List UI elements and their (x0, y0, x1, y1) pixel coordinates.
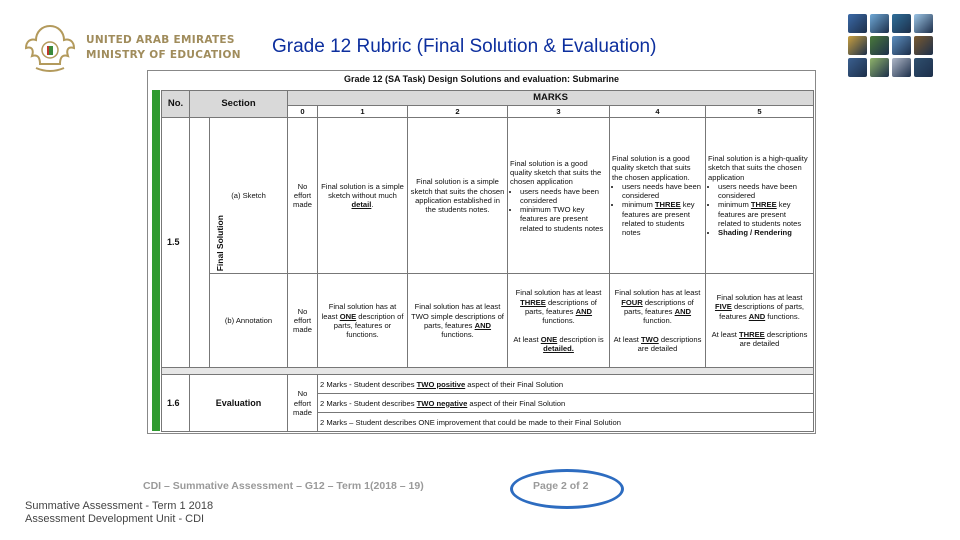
footer-page-number: Page 2 of 2 (533, 480, 589, 492)
side-label-cell (190, 118, 225, 368)
org-line-2: MINISTRY OF EDUCATION (86, 49, 241, 61)
marks-header: MARKS (288, 91, 814, 106)
evaluation-mark-0: No effort made (288, 375, 318, 432)
annotation-mark-0: No effort made (288, 274, 318, 368)
mark-0: 0 (288, 106, 318, 118)
thumbnail-image (870, 58, 889, 77)
footer-doc-reference: CDI – Summative Assessment – G12 – Term 1(2018 – 19) (143, 480, 424, 492)
rubric-title: Grade 12 (SA Task) Design Solutions and evaluation: Submarine (343, 74, 620, 84)
mark-3: 3 (508, 106, 610, 118)
ministry-name (86, 33, 241, 63)
section-annotation: (b) Annotation (210, 274, 288, 368)
thumbnail-image (848, 36, 867, 55)
annotation-mark-1: Final solution has at least ONE description of parts, features or functions. (318, 274, 408, 368)
annotation-mark-5: Final solution has at least FIVE descriptions of parts, features AND functions. At least THREE descriptions are detailed (706, 274, 814, 368)
criterion-number-1-6: 1.6 (162, 375, 190, 432)
thumbnail-image (892, 14, 911, 33)
page-title: Grade 12 Rubric (Final Solution & Evaluation) (272, 36, 657, 57)
thumbnail-image (892, 58, 911, 77)
col-no-header: No. (162, 91, 190, 118)
green-margin-bar (152, 90, 160, 431)
rubric-table (161, 90, 814, 432)
highlight-oval (510, 469, 624, 509)
thumbnail-grid (848, 14, 932, 77)
annotation-mark-3: Final solution has at least THREE descriptions of parts, features AND functions. At least ONE description is detailed. (508, 274, 610, 368)
thumbnail-image (848, 58, 867, 77)
annotation-mark-4: Final solution has at least FOUR descriptions of parts, features AND function. At least TWO descriptions are detailed (610, 274, 706, 368)
section-sketch: (a) Sketch (210, 118, 288, 274)
thumbnail-image (870, 14, 889, 33)
org-line-1: UNITED ARAB EMIRATES (86, 34, 235, 46)
mark-4: 4 (610, 106, 706, 118)
sketch-mark-4: Final solution is a good quality sketch that suits the chosen application. • users needs have been considered • minimum THREE key features are present related to students notes (610, 118, 706, 274)
thumbnail-image (848, 14, 867, 33)
col-section-header: Section (190, 91, 288, 118)
mark-5: 5 (706, 106, 814, 118)
criterion-number-1-5: 1.5 (162, 118, 190, 368)
sketch-mark-1: Final solution is a simple sketch without much detail. (318, 118, 408, 274)
header-row-1 (162, 91, 814, 106)
thumbnail-image (892, 36, 911, 55)
final-solution-side-label: Final Solution (214, 214, 225, 271)
annotation-mark-2: Final solution has at least TWO simple descriptions of parts, features AND functions. (408, 274, 508, 368)
thumbnail-image (914, 14, 933, 33)
sketch-mark-3: Final solution is a good quality sketch that suits the chosen application • users needs have been considered • minimum TWO key features are present related to students notes (508, 118, 610, 274)
mark-1: 1 (318, 106, 408, 118)
sketch-mark-5: Final solution is a high-quality sketch that suits the chosen application • users needs have been considered • minimum THREE key features are present related to students notes • Shading / Rendering (706, 118, 814, 274)
separator-row (162, 368, 814, 375)
rubric-document (147, 70, 816, 434)
row-annotation (162, 274, 814, 368)
thumbnail-image (870, 36, 889, 55)
sketch-mark-0: No effort made (288, 118, 318, 274)
section-evaluation: Evaluation (190, 375, 288, 432)
sketch-mark-2: Final solution is a simple sketch that suits the chosen application established in the students notes. (408, 118, 508, 274)
row-sketch (162, 118, 814, 274)
bottom-note-line-1: Summative Assessment - Term 1 2018 (25, 500, 214, 512)
evaluation-line-1: 2 Marks - Student describes TWO positive aspect of their Final Solution (318, 375, 814, 394)
row-evaluation-1 (162, 375, 814, 394)
bottom-note-line-2: Assessment Development Unit - CDI (25, 513, 205, 525)
evaluation-line-3: 2 Marks – Student describes ONE improvement that could be made to their Final Solution (318, 413, 814, 432)
mark-2: 2 (408, 106, 508, 118)
thumbnail-image (914, 36, 933, 55)
evaluation-line-2: 2 Marks - Student describes TWO negative aspect of their Final Solution (318, 394, 814, 413)
uae-emblem-logo (22, 20, 78, 78)
thumbnail-image (914, 58, 933, 77)
bottom-note (25, 500, 213, 526)
